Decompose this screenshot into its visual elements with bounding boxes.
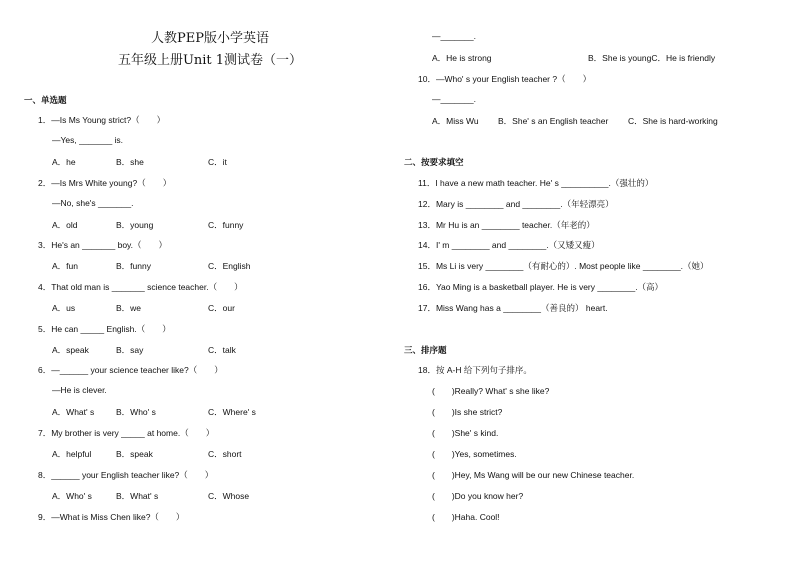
- question-3-option-a[interactable]: A．fun: [52, 261, 78, 271]
- question-8-stem: 8．______ your English teacher like?（ ）: [38, 470, 214, 480]
- order-item-4: ( )Yes, sometimes.: [432, 449, 517, 459]
- fill-question-16: 16．Yao Ming is a basketball player. He is very ________.（高）: [418, 282, 664, 292]
- question-6-option-a[interactable]: A．What' s: [52, 407, 95, 417]
- section-heading-single-choice: 一、单选题: [24, 95, 67, 105]
- question-4-stem: 4．That old man is _______ science teacher.（ ）: [38, 282, 243, 292]
- question-1-option-a[interactable]: A．he: [52, 157, 76, 167]
- fill-question-17: 17．Miss Wang has a ________（善良的） heart.: [418, 303, 608, 313]
- question-1-option-c[interactable]: C．it: [208, 157, 227, 167]
- question-10-option-c[interactable]: C．She is hard-working: [628, 116, 718, 126]
- question-10-line2: —_______.: [432, 94, 476, 104]
- question-3-option-c[interactable]: C．English: [208, 261, 251, 271]
- question-9-option-bc[interactable]: B．She is youngC．He is friendly: [588, 53, 716, 63]
- doc-title: 人教PEP版小学英语: [151, 31, 269, 46]
- question-18-stem: 18．按 A-H 给下列句子排序。: [418, 365, 532, 375]
- question-2-line2: —No, she's _______.: [52, 198, 134, 208]
- fill-question-14: 14．I' m ________ and ________.（又矮又瘦）: [418, 240, 600, 250]
- question-8-option-a[interactable]: A．Who' s: [52, 491, 92, 501]
- fill-question-13: 13．Mr Hu is an ________ teacher.（年老的）: [418, 220, 595, 230]
- question-6-option-b[interactable]: B．Who' s: [116, 407, 156, 417]
- question-4-option-a[interactable]: A．us: [52, 303, 76, 313]
- fill-question-15: 15．Ms Li is very ________（有耐心的）. Most people like ________.（她）: [418, 261, 709, 271]
- question-7-option-c[interactable]: C．short: [208, 449, 242, 459]
- order-item-2: ( )Is she strict?: [432, 407, 503, 417]
- question-7-option-b[interactable]: B．speak: [116, 449, 153, 459]
- question-4-option-b[interactable]: B．we: [116, 303, 142, 313]
- section-heading-fill-in: 二、按要求填空: [404, 157, 464, 167]
- question-9-option-a[interactable]: A．He is strong: [432, 53, 492, 63]
- question-10-option-a[interactable]: A．Miss Wu: [432, 116, 479, 126]
- question-8-option-b[interactable]: B．What' s: [116, 491, 159, 501]
- doc-subtitle: 五年级上册Unit 1测试卷（一）: [117, 53, 303, 68]
- question-2-option-b[interactable]: B．young: [116, 220, 154, 230]
- question-1-option-b[interactable]: B．she: [116, 157, 144, 167]
- question-5-option-b[interactable]: B．say: [116, 345, 144, 355]
- order-item-7: ( )Haha. Cool!: [432, 512, 500, 522]
- fill-question-11: 11．I have a new math teacher. He' s __________.（强壮的）: [418, 178, 654, 188]
- question-2-option-a[interactable]: A．old: [52, 220, 78, 230]
- question-9-stem: 9．—What is Miss Chen like?（ ）: [38, 512, 185, 522]
- fill-question-12: 12．Mary is ________ and ________.（年轻漂亮）: [418, 199, 614, 209]
- question-9-answer-blank: —_______.: [432, 31, 476, 41]
- question-7-option-a[interactable]: A．helpful: [52, 449, 92, 459]
- question-5-stem: 5．He can _____ English.（ ）: [38, 324, 171, 334]
- question-10-option-b[interactable]: B．She' s an English teacher: [498, 116, 609, 126]
- question-6-line2: —He is clever.: [52, 385, 107, 395]
- order-item-5: ( )Hey, Ms Wang will be our new Chinese teacher.: [432, 470, 635, 480]
- question-7-stem: 7．My brother is very _____ at home.（ ）: [38, 428, 215, 438]
- question-3-stem: 3．He's an _______ boy.（ ）: [38, 240, 168, 250]
- question-2-option-c[interactable]: C．funny: [208, 220, 244, 230]
- order-item-1: ( )Really? What' s she like?: [432, 386, 550, 396]
- question-8-option-c[interactable]: C．Whose: [208, 491, 250, 501]
- order-item-6: ( )Do you know her?: [432, 491, 524, 501]
- question-10-stem: 10．—Who' s your English teacher ?（ ）: [418, 74, 592, 84]
- question-5-option-a[interactable]: A．speak: [52, 345, 89, 355]
- question-1-line2: —Yes, _______ is.: [52, 135, 124, 145]
- question-6-option-c[interactable]: C．Where' s: [208, 407, 256, 417]
- question-4-option-c[interactable]: C．our: [208, 303, 235, 313]
- question-1-stem: 1．—Is Ms Young strict?（ ）: [38, 115, 166, 125]
- question-2-stem: 2．—Is Mrs White young?（ ）: [38, 178, 172, 188]
- question-3-option-b[interactable]: B．funny: [116, 261, 151, 271]
- question-5-option-c[interactable]: C．talk: [208, 345, 236, 355]
- question-6-stem: 6．—______ your science teacher like?（ ）: [38, 365, 223, 375]
- section-heading-ordering: 三、排序题: [404, 345, 447, 355]
- order-item-3: ( )She' s kind.: [432, 428, 499, 438]
